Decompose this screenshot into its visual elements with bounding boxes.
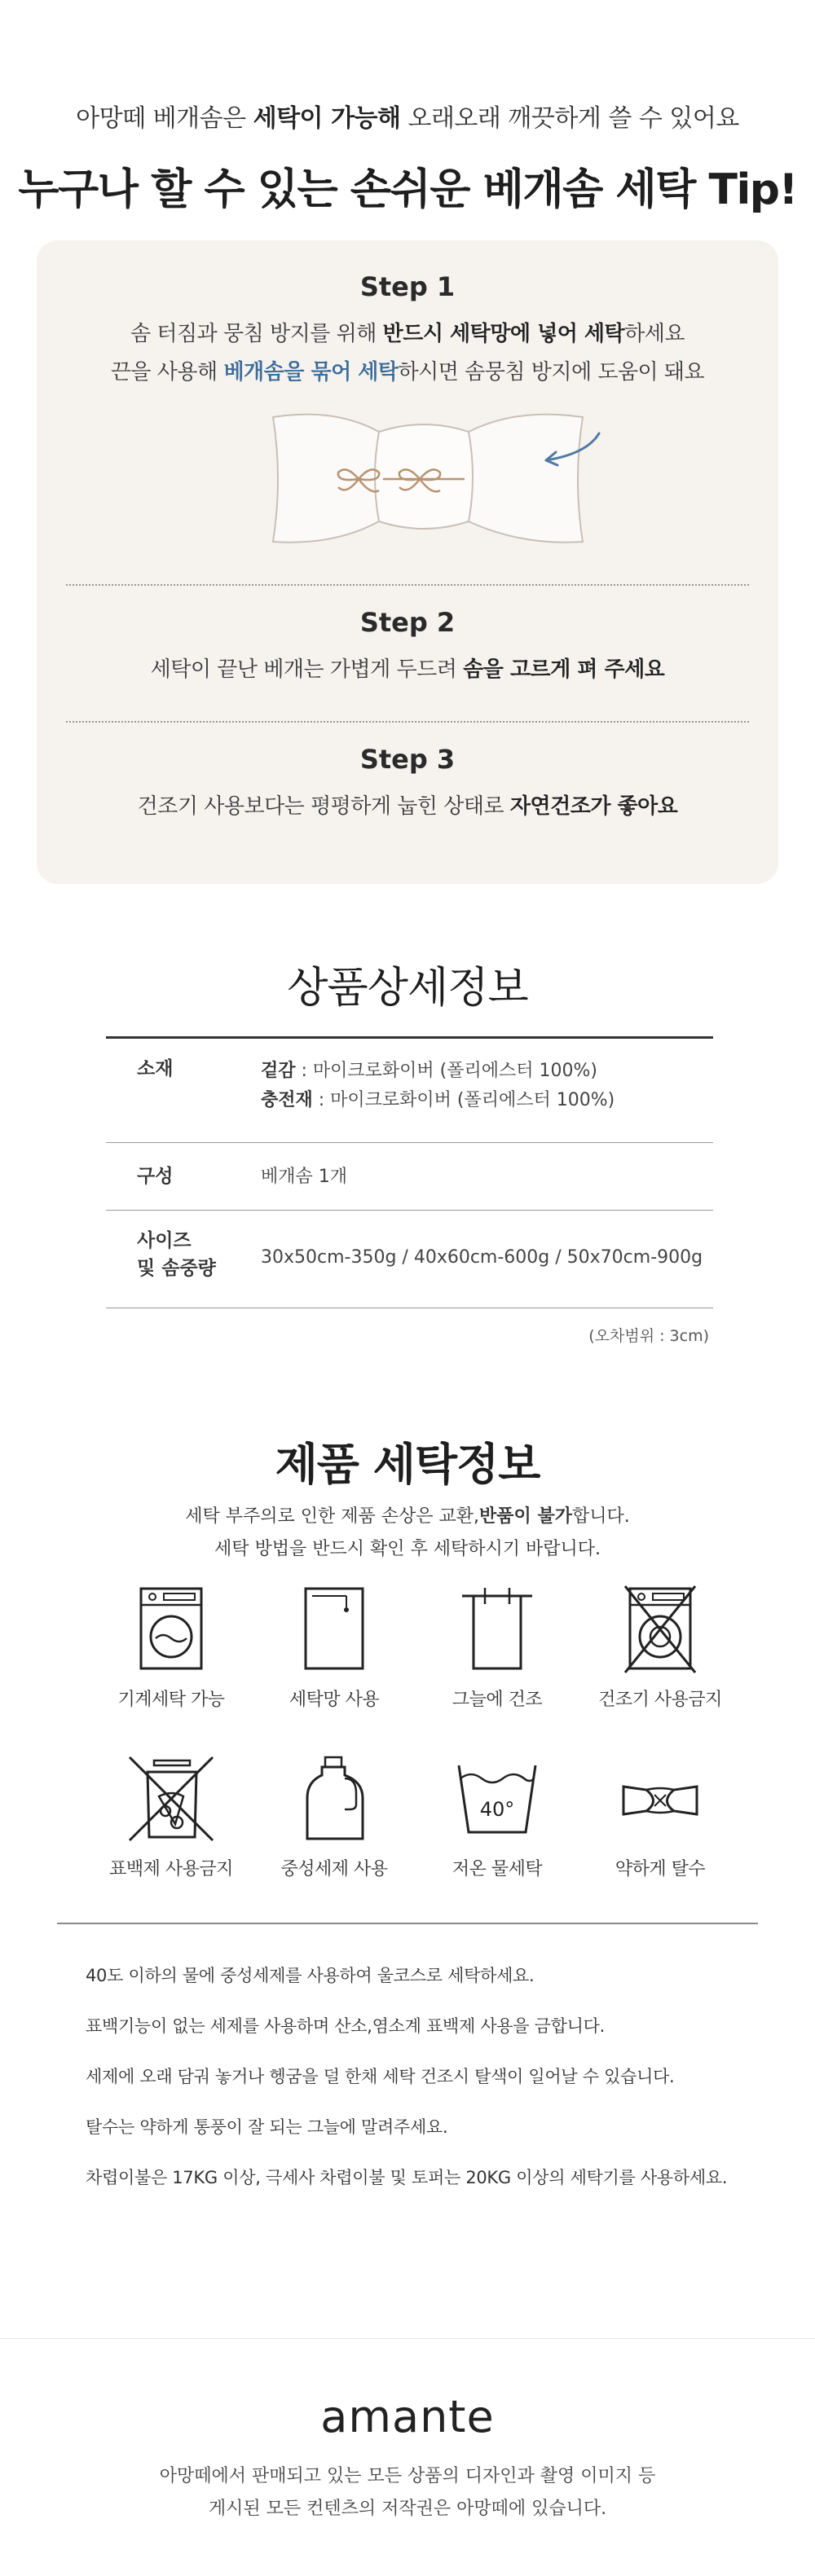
wash-instruction: 차렵이불은 17KG 이상, 극세사 차렵이불 및 토퍼는 20KG 이상의 세탁기를 사용하세요. bbox=[86, 2168, 728, 2187]
row-label-line-1: 사이즈 bbox=[137, 1230, 192, 1251]
copyright-line-1: 아망떼에서 판매되고 있는 모든 상품의 디자인과 촬영 이미지 등 bbox=[159, 2466, 656, 2486]
care-item bbox=[253, 1754, 416, 1880]
step-2-line-1 bbox=[37, 653, 778, 683]
step-2-line-1-bold: 솜을 고르게 펴 주세요 bbox=[463, 657, 665, 682]
care-label: 세탁망 사용 bbox=[289, 1690, 380, 1710]
product-detail-table bbox=[106, 1036, 713, 1308]
step-3-line-1-pre: 건조기 사용보다는 평평하게 눕힌 상태로 bbox=[137, 794, 510, 819]
outer-material bbox=[261, 1057, 615, 1086]
wash-steps-box bbox=[37, 240, 778, 884]
filling-material-value: : 마이크로화이버 (폴리에스터 100%) bbox=[312, 1090, 615, 1110]
filling-material-label: 충전재 bbox=[261, 1090, 313, 1110]
step-2 bbox=[37, 607, 778, 683]
step-divider bbox=[66, 721, 749, 723]
copyright-line-2: 게시된 모든 컨텐츠의 저작권은 아망떼에 있습니다. bbox=[208, 2499, 607, 2519]
outer-material-label: 겉감 bbox=[261, 1061, 296, 1081]
care-label: 중성세제 사용 bbox=[280, 1859, 388, 1879]
wash-instruction: 탈수는 약하게 통풍이 잘 되는 그늘에 말려주세요. bbox=[86, 2117, 448, 2137]
row-label-line-2: 및 솜중량 bbox=[137, 1258, 216, 1279]
care-item bbox=[253, 1585, 416, 1711]
outer-material-value: : 마이크로화이버 (폴리에스터 100%) bbox=[295, 1061, 597, 1081]
step-1-line-1-bold: 반드시 세탁망에 넣어 세탁 bbox=[382, 322, 625, 346]
step-1 bbox=[37, 271, 778, 385]
intro-subtitle-pre: 아망떼 베개솜은 bbox=[76, 104, 253, 133]
wash-instruction: 40도 이하의 물에 중성세제를 사용하여 울코스로 세탁하세요. bbox=[86, 1966, 535, 1985]
row-label: 구성 bbox=[137, 1166, 174, 1187]
row-label: 소재 bbox=[137, 1058, 174, 1079]
care-item bbox=[416, 1754, 579, 1880]
step-1-line-1-post: 하세요 bbox=[624, 322, 685, 346]
intro-title-pre: 누구나 할 수 있는 손쉬운 bbox=[18, 165, 483, 214]
wash-notice-post: 합니다. bbox=[571, 1506, 630, 1527]
step-1-line-2-post: 하시면 솜뭉침 방지에 도움이 돼요 bbox=[398, 360, 705, 385]
footer-divider bbox=[0, 2338, 815, 2339]
care-label: 표백제 사용금지 bbox=[109, 1859, 233, 1879]
care-item bbox=[90, 1585, 253, 1711]
care-item bbox=[90, 1754, 253, 1880]
intro-title bbox=[18, 155, 796, 216]
step-3-line-1 bbox=[37, 789, 778, 820]
wash-temperature: 40° bbox=[479, 1798, 515, 1821]
wash-notice-pre: 세탁 부주의로 인한 제품 손상은 교환, bbox=[185, 1506, 480, 1527]
intro-subtitle-bold: 세탁이 가능해 bbox=[253, 104, 401, 133]
step-1-title: Step 1 bbox=[359, 271, 456, 302]
intro-subtitle bbox=[0, 98, 815, 134]
section-divider bbox=[57, 1923, 758, 1924]
care-item bbox=[579, 1585, 742, 1711]
care-label: 그늘에 건조 bbox=[452, 1690, 543, 1710]
tied-pillow-illustration bbox=[257, 399, 599, 554]
wash-info-title: 제품 세탁정보 bbox=[275, 1439, 540, 1490]
table-row bbox=[106, 1039, 713, 1143]
wash-40-icon bbox=[452, 1754, 542, 1844]
step-3-line-1-bold: 자연건조가 좋아요 bbox=[509, 794, 678, 819]
wash-notice-bold: 반품이 불가 bbox=[479, 1506, 572, 1527]
wash-instruction: 표백기능이 없는 세제를 사용하며 산소,염소계 표백제 사용을 금합니다. bbox=[86, 2016, 605, 2036]
step-3 bbox=[37, 744, 778, 820]
care-item bbox=[579, 1754, 742, 1880]
shade-dry-icon bbox=[460, 1585, 534, 1674]
wash-instructions bbox=[86, 1963, 770, 2216]
care-label: 건조기 사용금지 bbox=[598, 1690, 722, 1710]
washing-machine-icon bbox=[134, 1585, 208, 1674]
copyright-notice bbox=[0, 2460, 815, 2525]
no-tumble-dry-icon bbox=[623, 1585, 697, 1674]
table-row bbox=[106, 1211, 713, 1308]
care-label: 저온 물세탁 bbox=[452, 1859, 543, 1879]
laundry-net-icon bbox=[297, 1585, 371, 1674]
product-detail-title: 상품상세정보 bbox=[287, 964, 528, 1013]
tolerance-note: (오차범위 : 3cm) bbox=[588, 1327, 709, 1345]
table-row bbox=[106, 1143, 713, 1211]
step-1-line-2 bbox=[37, 355, 778, 385]
care-label: 약하게 탈수 bbox=[615, 1859, 706, 1879]
wash-notice-line-1 bbox=[0, 1501, 815, 1533]
step-2-line-1-pre: 세탁이 끝난 베개는 가볍게 두드려 bbox=[150, 657, 464, 682]
intro-title-highlight: 베개솜 세탁 Tip! bbox=[483, 155, 797, 216]
no-bleach-icon bbox=[126, 1754, 216, 1844]
row-label bbox=[137, 1227, 216, 1282]
detergent-bottle-icon bbox=[297, 1754, 371, 1844]
care-item bbox=[416, 1585, 579, 1711]
step-1-line-1-pre: 솜 터짐과 뭉침 방지를 위해 bbox=[130, 322, 383, 346]
brand-logo: amante bbox=[320, 2391, 495, 2442]
intro-section bbox=[0, 98, 815, 216]
step-1-line-2-pre: 끈을 사용해 bbox=[110, 360, 224, 385]
wash-notice bbox=[0, 1501, 815, 1566]
row-value bbox=[261, 1057, 615, 1115]
step-2-title: Step 2 bbox=[359, 607, 456, 638]
row-value: 베개솜 1개 bbox=[261, 1167, 347, 1187]
wring-icon bbox=[615, 1754, 705, 1844]
arrow-icon bbox=[538, 429, 603, 470]
filling-material bbox=[261, 1086, 615, 1115]
step-divider bbox=[66, 584, 749, 586]
step-1-line-1 bbox=[37, 317, 778, 347]
care-label: 기계세탁 가능 bbox=[117, 1690, 225, 1710]
wash-instruction: 세제에 오래 담궈 놓거나 헹굼을 덜 한채 세탁 건조시 탈색이 일어날 수 있습니다. bbox=[86, 2067, 675, 2086]
wash-notice-line-2: 세탁 방법을 반드시 확인 후 세탁하시기 바랍니다. bbox=[214, 1539, 601, 1559]
step-3-title: Step 3 bbox=[359, 744, 456, 775]
intro-subtitle-post: 오래오래 깨끗하게 쓸 수 있어요 bbox=[400, 104, 739, 133]
row-value: 30x50cm-350g / 40x60cm-600g / 50x70cm-900g bbox=[261, 1247, 703, 1268]
step-1-line-2-blue: 베개솜을 묶어 세탁 bbox=[223, 360, 399, 385]
